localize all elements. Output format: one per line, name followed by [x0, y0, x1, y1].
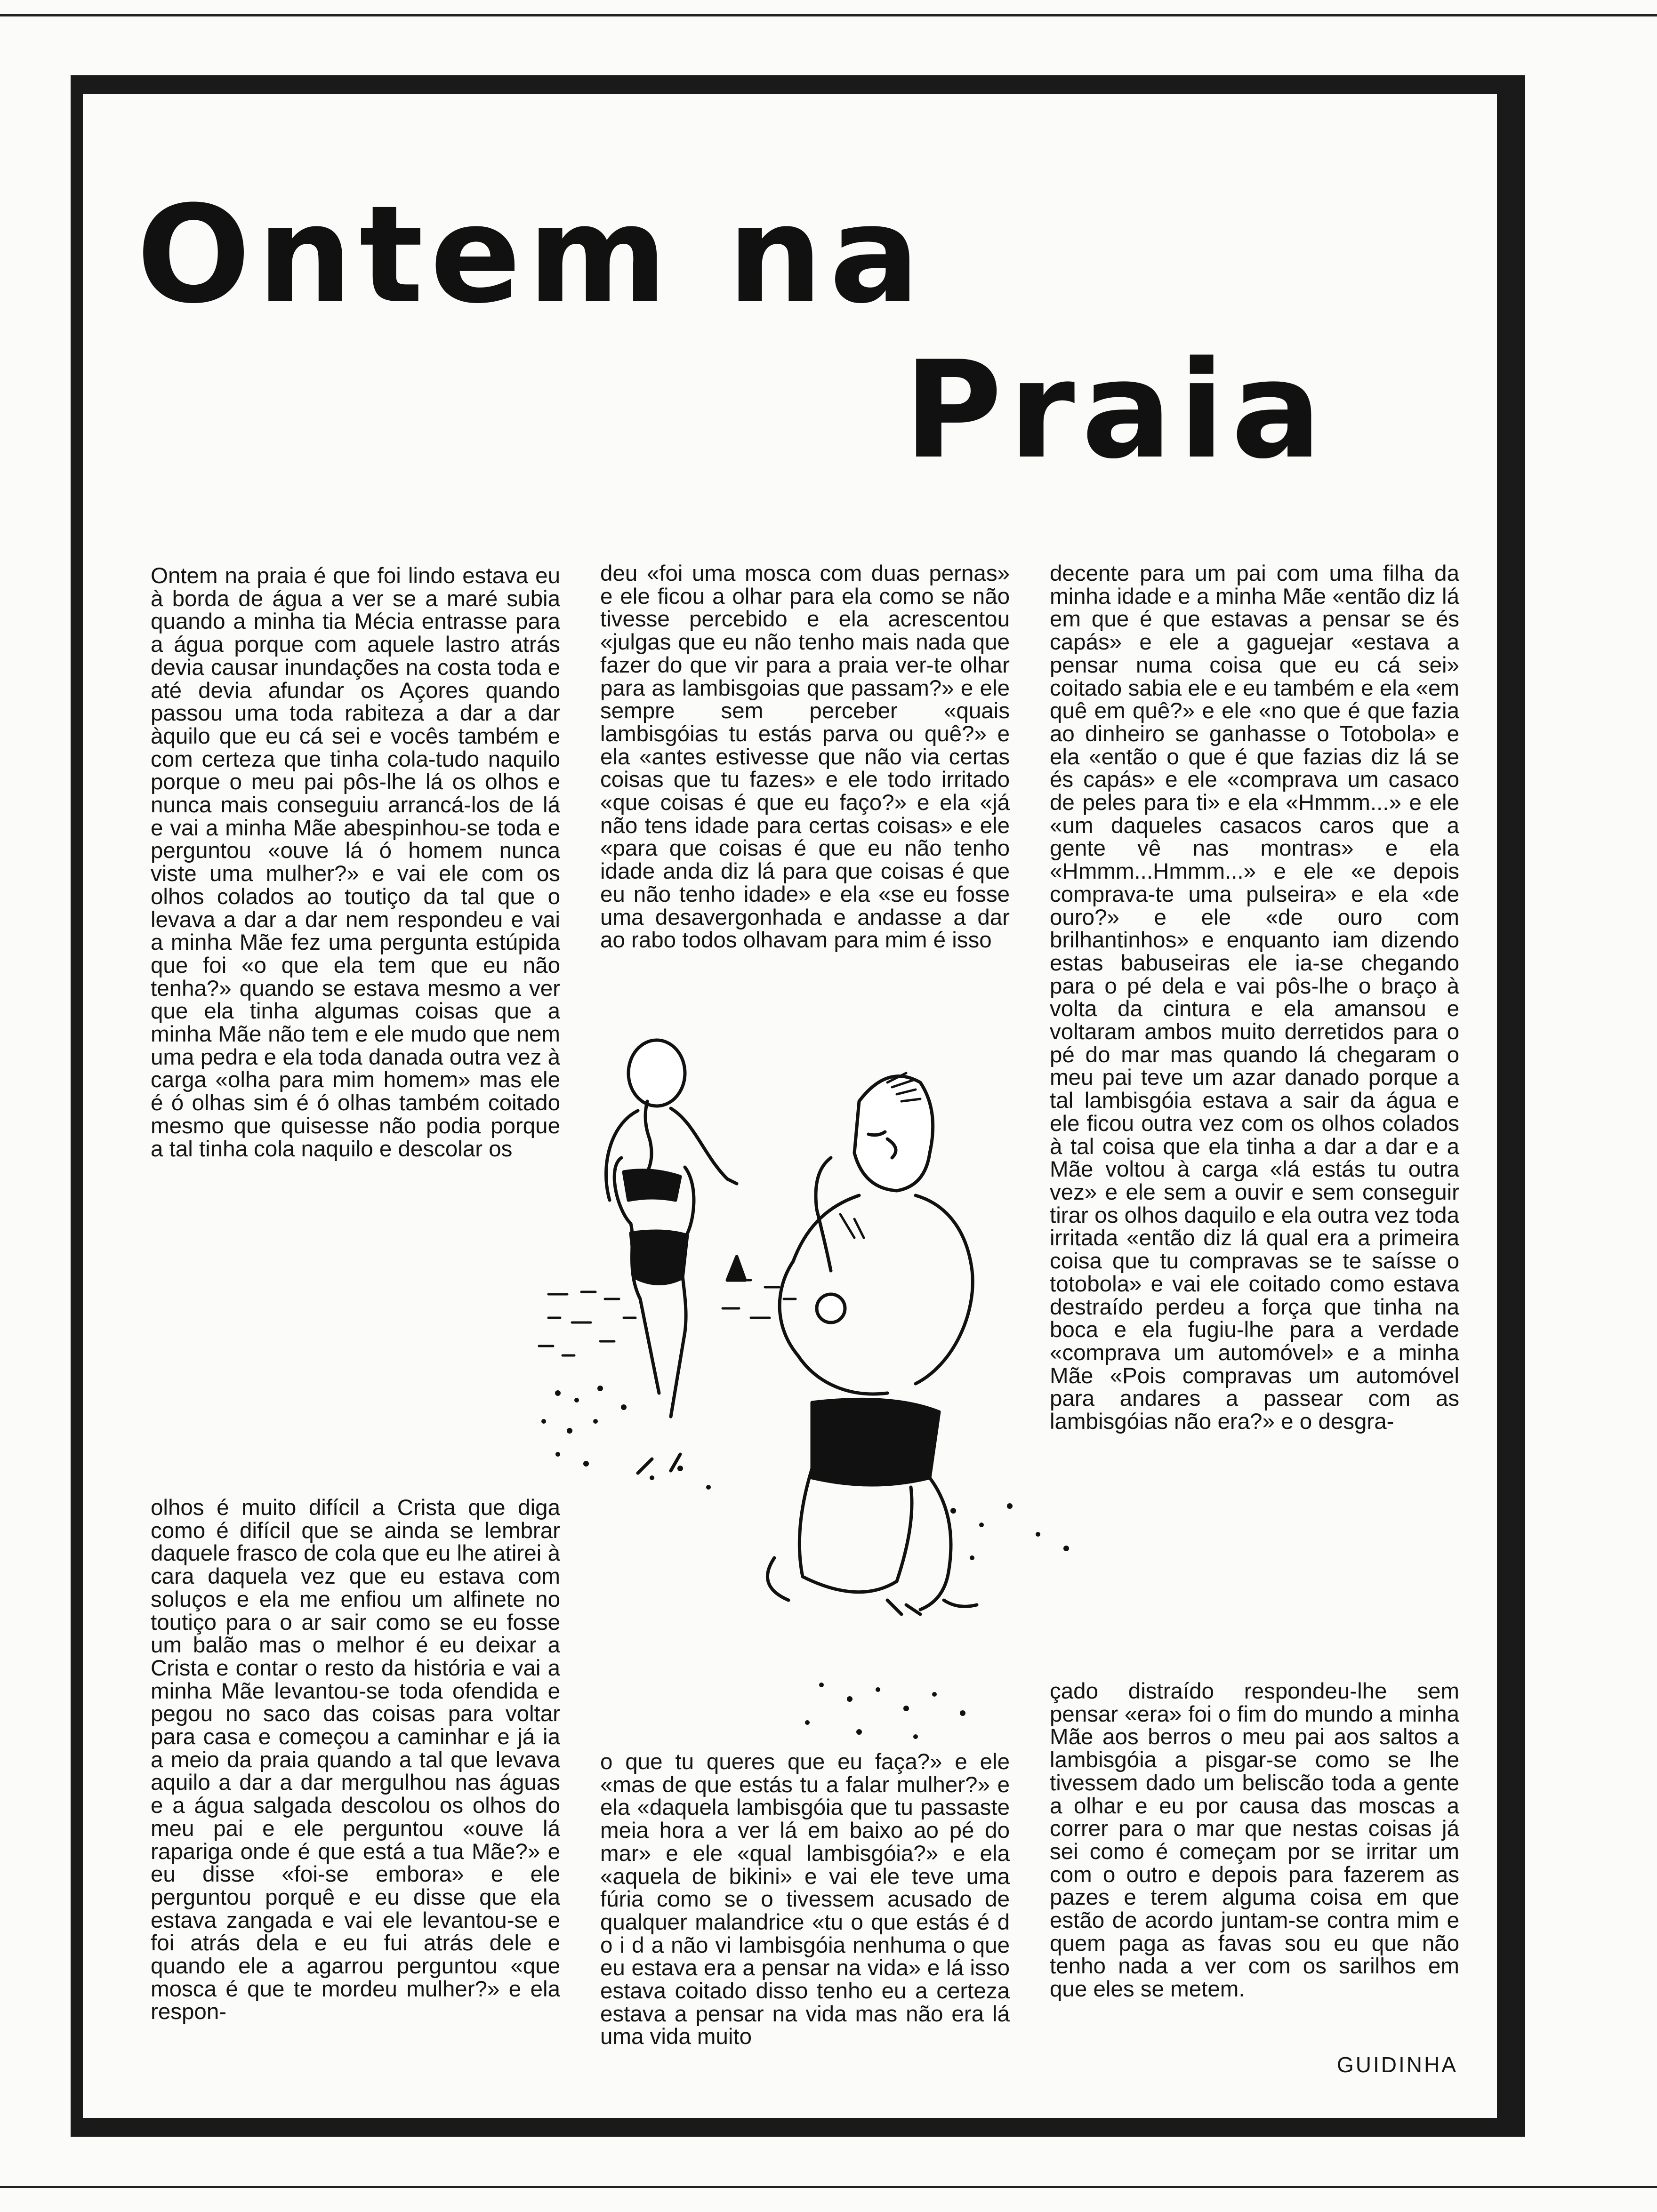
byline: GUIDINHA: [1337, 2052, 1458, 2077]
sand-dots: [541, 1386, 1069, 1739]
top-edge-line: [0, 14, 1657, 16]
column-3-top: decente para um pai com uma filha da minha idade e a minha Mãe «então diz lá em que é que estavas a pensar se és capás» e ele a gaguejar «estava a pensar numa coisa que eu cá sei» coitado sabia ele e eu também e ela «em quê em quê?» e ele «no que é que fazia ao dinheiro se ganhasse o Totobola» e ela «então o que é que fazias diz lá se és capás» e ele «comprava um casaco de peles para ti» e ela «Hmmm...» e ele «um daqueles casacos caros que a gente vê nas montras» e ela «Hmmm...Hmmm...» e ele «e depois comprava-te uma pulseira» e ela «de ouro?» e ele «de ouro com brilhantinhos» e enquanto iam dizendo estas babuseiras ele ia-se chegando para o pé dela e vai pôs-lhe o braço à volta da cintura e ela amansou e voltaram ambos muito derretidos para o pé do mar mas quando lá chegaram o meu pai teve um azar danado porque a tal lambisgóia estava a sair da água e ele ficou outra vez com os olhos colados à tal coisa que ela tinha a dar a dar e a Mãe voltou à carga «lá estás tu outra vez» e ele sem a ouvir e sem conseguir tirar os olhos daquilo e ela outra vez toda irritada «então diz lá qual era a primeira coisa que tu compravas se te saísse o totobola» e vai ele coitado como estava destraído perdeu a força que tinha na boca e ela fugiu-lhe para a verdade «comprava um automóvel» e a minha Mãe «Pois compravas um automóvel para andares a passear com as lambisgóias não era?» e o desgra-: [1050, 561, 1459, 1435]
title-line-1: Ontem na: [137, 177, 927, 333]
beach-cartoon-illustration: [530, 1017, 1142, 1751]
man-figure: [767, 1073, 977, 1614]
column-2-top: deu «foi uma mosca com duas pernas» e ele ficou a olhar para ela como se não tivesse percebido e ela acrescentou «julgas que eu não tenho mais nada que fazer do que vir para a praia ver-te olhar para as lambisgoias que passam?» e ele sempre sem perceber «quais lambisgóias tu estás parva ou quê?» e ela «antes estivesse que não via certas coisas que tu fazes» e ele todo irritado «que coisas é que eu faço?» e ela «já não tens idade para certas coisas» e ele «para que coisas é que eu não tenho idade anda diz lá para que coisas é que eu não tenho idade» e ela «se eu fosse uma desavergonhada e andasse a dar ao rabo todos olhavam para mim é isso: [600, 561, 1010, 953]
bottom-edge-line: [0, 2186, 1657, 2188]
column-2-bottom: o que tu queres que eu faça?» e ele «mas de que estás tu a falar mulher?» e ela «daquela lambisgóia que tu passaste meia hora a ver lá em baixo ao pé do mar» e ele «qual lambisgóia?» e ela «aquela de bikini» e vai ele teve uma fúria como se o tivessem acusado de qualquer malandrice «tu o que estás é d o i d a não vi lambisgóia nenhuma o que eu estava era a pensar na vida» e lá isso estava coitado disso tenho eu a certeza estava a pensar na vida mas não era lá uma vida muito: [600, 1749, 1010, 2050]
sailboat: [727, 1257, 745, 1280]
column-3-bottom: çado distraído respondeu-lhe sem pensar «era» foi o fim do mundo a minha Mãe aos berros o meu pai aos saltos a lambisgóia a pisgar-se como se lhe tivessem dado um beliscão toda a gente a olhar e eu por causa das moscas a correr para o mar que nestas coisas já sei como é começam por se irritar um com o outro e depois para fazerem as pazes e terem alguma coisa em que estão de acordo juntam-se contra mim e quem paga as favas sou eu que não tenho nada a ver com os sarilhos em que eles se metem.: [1050, 1679, 1459, 2002]
sea-waves: [539, 1280, 796, 1355]
column-1-bottom: olhos é muito difícil a Crista que diga como é difícil que se ainda se lembrar daquele frasco de cola que eu lhe atirei à cara daquela vez que eu estava com soluços e ela me enfiou um alfinete no toutiço para o ar sair como se eu fosse um balão mas o melhor é eu deixar a Crista e contar o resto da história e vai a minha Mãe levantou-se toda ofendida e pegou no saco das coisas para voltar para casa e começou a caminhar e já ia a meio da praia quando a tal que levava aquilo a dar a dar mergulhou nas águas e a água salgada descolou os olhos do meu pai e ele perguntou «ouve lá rapariga onde é que está a tua Mãe?» e eu disse «foi-se embora» e ele perguntou porquê e eu disse que ela estava zangada e vai ele levantou-se e foi atrás dela e eu fui atrás dele e quando ele a agarrou perguntou «que mosca é que te mordeu mulher?» e ela respon-: [151, 1495, 560, 2025]
title-line-2: Praia: [904, 332, 1328, 489]
column-1-top: Ontem na praia é que foi lindo estava eu à borda de água a ver se a maré subia quando a minha tia Mécia entrasse para a água porque com aquele lastro atrás devia causar inundações na costa toda e até devia afundar os Açores quando passou uma toda rabiteza a dar a dar àquilo que eu cá sei e vocês também e com certeza que tinha cola-tudo naquilo porque o meu pai pôs-lhe lá os olhos e nunca mais conseguiu arrancá-los de lá e vai a minha Mãe abespinhou-se toda e perguntou «ouve lá ó homem nunca viste uma mulher?» e vai ele com os olhos colados ao toutiço da tal que o levava a dar a dar nem respondeu e vai a minha Mãe fez uma pergunta estúpida que foi «o que ela tem que eu não tenha?» quando se estava mesmo a ver que ela tinha algumas coisas que a minha Mãe não tem e ele mudo que nem uma pedra e ela toda danada outra vez à carga «olha para mim homem» mas ele é ó olhas sim é ó olhas também coitado mesmo que quisesse não podia porque a tal tinha cola naquilo e descolar os: [151, 563, 560, 1162]
